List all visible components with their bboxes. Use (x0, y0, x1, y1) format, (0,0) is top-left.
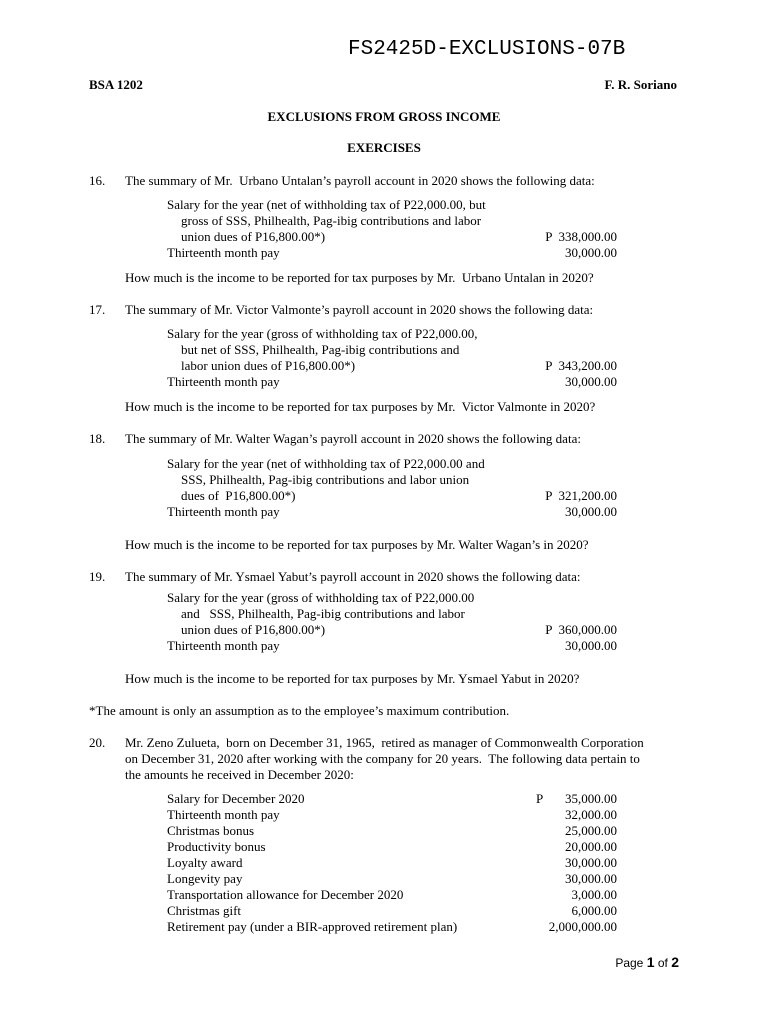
data-line: labor union dues of P16,800.00*) (181, 358, 356, 373)
amount: 30,000.00 (565, 638, 617, 653)
exercise-intro: The summary of Mr. Walter Wagan’s payroll account in 2020 shows the following data: (125, 431, 581, 446)
item-label: Salary for December 2020 (167, 791, 305, 806)
data-line: dues of P16,800.00*) (181, 488, 296, 503)
data-line: gross of SSS, Philhealth, Pag-ibig contributions and labor (181, 213, 482, 228)
exercise-question: How much is the income to be reported for tax purposes by Mr. Victor Valmonte in 2020? (125, 399, 596, 414)
item-amount: 2,000,000.00 (548, 919, 617, 934)
exercise-question: How much is the income to be reported for tax purposes by Mr. Ysmael Yabut in 2020? (125, 671, 580, 686)
exercise-paragraph-line: on December 31, 2020 after working with the company for 20 years. The following data pertain to (125, 751, 640, 766)
item-label: Thirteenth month pay (167, 807, 280, 822)
exercise-question: How much is the income to be reported for tax purposes by Mr. Walter Wagan’s in 2020? (125, 537, 589, 552)
exercise-paragraph-line: the amounts he received in December 2020: (125, 767, 354, 782)
exercise-paragraph-line: Mr. Zeno Zulueta, born on December 31, 1965, retired as manager of Commonwealth Corporation (125, 735, 644, 750)
amount: P 343,200.00 (545, 358, 617, 373)
peso-sign: P (536, 791, 544, 806)
item-label: Longevity pay (167, 871, 243, 886)
data-line: Salary for the year (net of withholding tax of P22,000.00 and (167, 456, 485, 471)
page-number: 1 (646, 954, 655, 970)
page-word: Page (615, 956, 644, 970)
page-indicator (615, 954, 679, 971)
data-line: Thirteenth month pay (167, 638, 280, 653)
item-amount: 6,000.00 (571, 903, 617, 918)
item-label: Retirement pay (under a BIR-approved retirement plan) (167, 919, 458, 934)
exercise-number: 18. (89, 431, 106, 446)
amount: 30,000.00 (565, 245, 617, 260)
data-line: Thirteenth month pay (167, 374, 280, 389)
exercise-intro: The summary of Mr. Victor Valmonte’s payroll account in 2020 shows the following data: (125, 302, 594, 317)
item-amount: 35,000.00 (565, 791, 617, 806)
course-code: BSA 1202 (89, 77, 143, 92)
item-label: Christmas bonus (167, 823, 255, 838)
page-total: 2 (671, 954, 679, 970)
item-amount: 32,000.00 (565, 807, 617, 822)
exercise-question: How much is the income to be reported for tax purposes by Mr. Urbano Untalan in 2020? (125, 270, 594, 285)
data-line: union dues of P16,800.00*) (181, 622, 326, 637)
data-line: Salary for the year (net of withholding tax of P22,000.00, but (167, 197, 486, 212)
item-amount: 30,000.00 (565, 855, 617, 870)
footnote: *The amount is only an assumption as to the employee’s maximum contribution. (89, 703, 510, 718)
item-amount: 20,000.00 (565, 839, 617, 854)
amount: 30,000.00 (565, 504, 617, 519)
document-subtitle: EXERCISES (347, 140, 421, 155)
data-line: and SSS, Philhealth, Pag-ibig contributions and labor (181, 606, 465, 621)
exercise-number: 19. (89, 569, 106, 584)
item-label: Productivity bonus (167, 839, 266, 854)
amount: P 321,200.00 (545, 488, 617, 503)
item-amount: 3,000.00 (571, 887, 617, 902)
data-line: Thirteenth month pay (167, 504, 280, 519)
item-amount: 30,000.00 (565, 871, 617, 886)
item-label: Loyalty award (167, 855, 243, 870)
exercise-intro: The summary of Mr. Urbano Untalan’s payroll account in 2020 shows the following data: (125, 173, 595, 188)
data-line: Salary for the year (gross of withholding tax of P22,000.00, (167, 326, 478, 341)
of-word: of (657, 956, 668, 970)
data-line: union dues of P16,800.00*) (181, 229, 326, 244)
exercise-intro: The summary of Mr. Ysmael Yabut’s payroll account in 2020 shows the following data: (125, 569, 581, 584)
item-label: Transportation allowance for December 2020 (167, 887, 404, 902)
item-label: Christmas gift (167, 903, 242, 918)
data-line: Thirteenth month pay (167, 245, 280, 260)
author-name: F. R. Soriano (604, 77, 677, 92)
data-line: Salary for the year (gross of withholding tax of P22,000.00 (167, 590, 475, 605)
amount: P 338,000.00 (545, 229, 617, 244)
exercise-number: 20. (89, 735, 106, 750)
item-amount: 25,000.00 (565, 823, 617, 838)
exercise-number: 17. (89, 302, 106, 317)
document-code: FS2425D-EXCLUSIONS-07B (348, 38, 626, 61)
amount: P 360,000.00 (545, 622, 617, 637)
exercise-number: 16. (89, 173, 106, 188)
data-line: SSS, Philhealth, Pag-ibig contributions and labor union (181, 472, 470, 487)
document-title: EXCLUSIONS FROM GROSS INCOME (267, 109, 501, 124)
data-line: but net of SSS, Philhealth, Pag-ibig contributions and (181, 342, 460, 357)
amount: 30,000.00 (565, 374, 617, 389)
